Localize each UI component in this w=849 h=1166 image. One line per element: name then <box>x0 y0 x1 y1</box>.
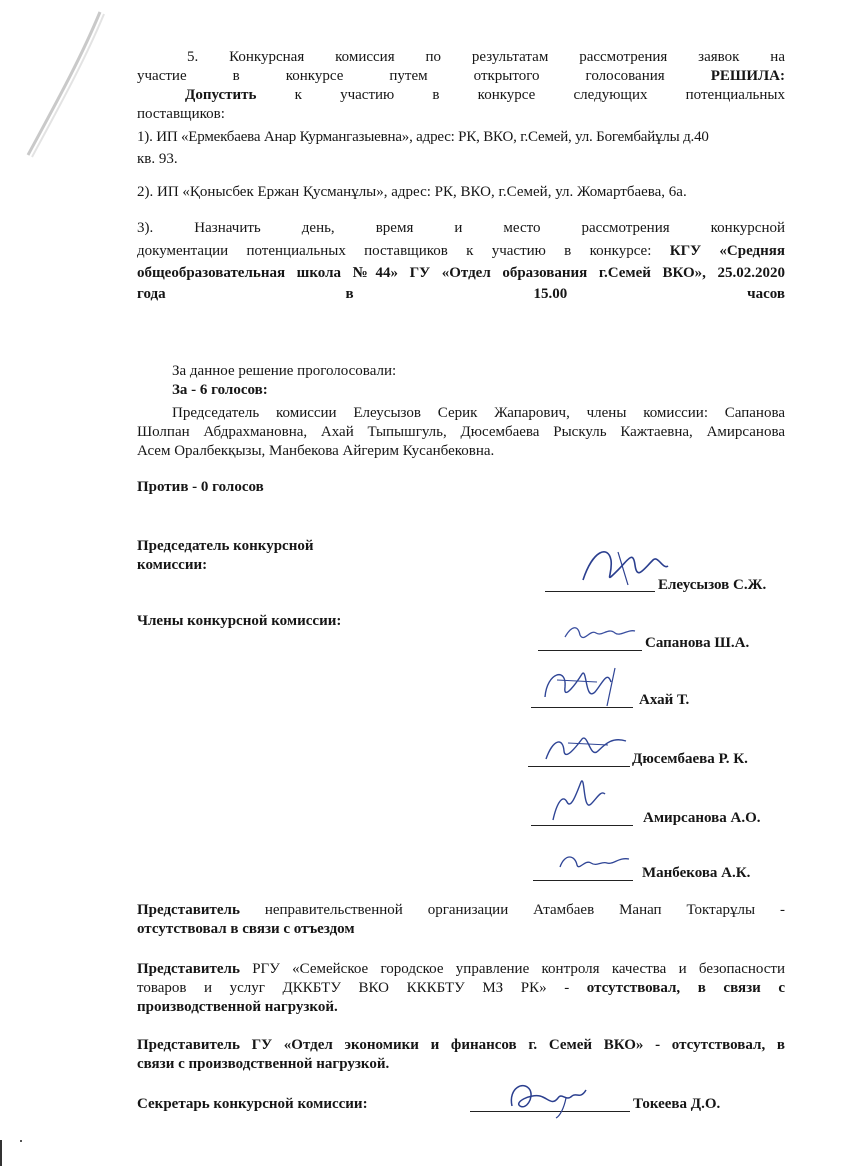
chair-signature-row <box>545 568 795 598</box>
point3-line1: 3). Назначить день, время и место рассмотрения конкурсной <box>137 220 785 236</box>
against-count: Против - 0 голосов <box>137 479 264 495</box>
secretary-label: Секретарь конкурсной комиссии: <box>137 1096 368 1112</box>
point3-line2 <box>137 242 785 261</box>
scan-edge-mark <box>0 1140 2 1166</box>
ngo-rep-line1 <box>137 901 785 920</box>
secretary-name: Токеева Д.О. <box>633 1096 721 1112</box>
section5-intro-prefix: участие в конкурсе путем открытого голосования <box>137 68 665 84</box>
gu-rep-line1: Представитель ГУ «Отдел экономики и финансов г. Семей ВКО» - отсутствовал, в <box>137 1037 785 1053</box>
voted-for-intro: За данное решение проголосовали: <box>172 363 397 379</box>
gu-rep-line2: связи с производственной нагрузкой. <box>137 1056 390 1072</box>
member-signature-row-4 <box>531 802 771 832</box>
section5-intro-line1: 5. Конкурсная комиссия по результатам рассмотрения заявок на <box>187 49 785 65</box>
admit-word: Допустить <box>185 87 257 103</box>
member-signature-line-5 <box>533 880 633 881</box>
scan-streak-mark <box>0 0 120 170</box>
rgu-rep-label: Представитель <box>137 961 240 977</box>
member-signature-row-3 <box>528 743 768 773</box>
members-label: Члены конкурсной комиссии: <box>137 613 342 629</box>
members-line2: Шолпан Абдрахмановна, Ахай Тыпышгуль, Дюсембаева Рыскуль Кажтаевна, Амирсанова <box>137 424 785 440</box>
member-signature-mark-1 <box>560 617 640 649</box>
chair-name: Елеусызов С.Ж. <box>658 577 767 593</box>
scan-dot <box>20 1140 22 1142</box>
ngo-rep-rest: неправительственной организации Атамбаев Манап Токтарұлы - <box>264 902 785 918</box>
member-name-5: Манбекова А.К. <box>642 865 751 881</box>
member-name-4: Амирсанова А.О. <box>643 810 761 826</box>
decided-label: РЕШИЛА: <box>710 68 785 84</box>
member-signature-mark-3 <box>538 729 633 769</box>
ngo-rep-label: Представитель <box>137 902 240 918</box>
members-line3: Асем Оралбекқызы, Манбекова Айгерим Кусанбековна. <box>137 443 495 459</box>
member-signature-mark-5 <box>555 847 635 879</box>
member-signature-row-5 <box>533 857 773 887</box>
member-signature-mark-4 <box>543 772 613 828</box>
for-count: За - 6 голосов: <box>172 382 268 398</box>
member-name-3: Дюсембаева Р. К. <box>632 751 748 767</box>
section5-intro-line2 <box>137 67 785 86</box>
point3-year-word: года <box>137 286 166 302</box>
ngo-rep-line2: отсутствовал в связи с отъездом <box>137 921 355 937</box>
member-signature-mark-2 <box>537 662 627 712</box>
point3-at-word: в <box>345 286 354 302</box>
chair-label-line1: Председатель конкурсной <box>137 538 314 554</box>
admit-rest: к участию в конкурсе следующих потенциальных <box>294 87 785 103</box>
admit-line <box>185 86 785 105</box>
point3-line3: общеобразовательная школа №44» ГУ «Отдел образования г.Семей ВКО», 25.02.2020 <box>137 265 785 281</box>
member-signature-line-1 <box>538 650 642 651</box>
member-name-2: Ахай Т. <box>639 692 690 708</box>
secretary-signature-row <box>470 1088 760 1118</box>
rgu-rep-rest: РГУ «Семейское городское управление контроля качества и безопасности <box>252 961 785 977</box>
member-signature-row-1 <box>538 627 778 657</box>
point3-line2-bold: КГУ «Средняя <box>669 243 786 259</box>
point3-line2-plain: документации потенциальных поставщиков к участию в конкурсе: <box>137 243 652 259</box>
point3-line4 <box>137 285 785 304</box>
rgu-rep-line3: производственной нагрузкой. <box>137 999 338 1015</box>
member-signature-row-2 <box>531 684 731 714</box>
members-line1: Председатель комиссии Елеусызов Серик Жапарович, члены комиссии: Сапанова <box>172 405 785 421</box>
member-name-1: Сапанова Ш.А. <box>645 635 750 651</box>
supplier-1-line2: кв. 93. <box>137 151 178 167</box>
secretary-signature-mark <box>500 1076 590 1120</box>
chair-label-line2: комиссии: <box>137 557 208 573</box>
rgu-rep-line1 <box>137 960 785 979</box>
supplier-1-line1: 1). ИП «Ермекбаева Анар Курмангазыевна», адрес: РК, ВКО, г.Семей, ул. Богембайұлы д.40 <box>137 129 709 145</box>
rgu-rep-line2-bold: отсутствовал, в связи с <box>586 980 785 996</box>
supplier-2: 2). ИП «Қонысбек Ержан Қусманұлы», адрес: РК, ВКО, г.Семей, ул. Жомартбаева, 6а. <box>137 184 687 200</box>
rgu-rep-line2 <box>137 979 785 998</box>
admit-line2: поставщиков: <box>137 106 225 122</box>
rgu-rep-line2-plain: товаров и услуг ДККБТУ ВКО КККБТУ МЗ РК» - <box>137 980 570 996</box>
point3-time: 15.00 <box>533 286 568 302</box>
point3-hours-word: часов <box>747 286 786 302</box>
